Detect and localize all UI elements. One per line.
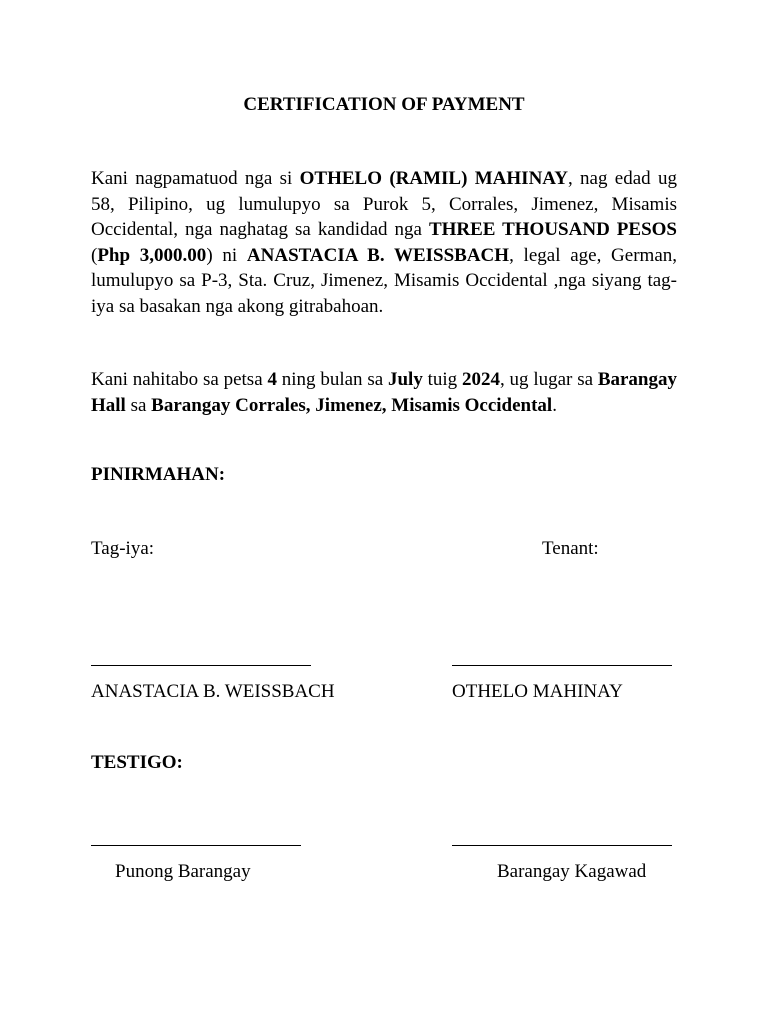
witness2-signature-line [452,845,672,846]
month-value: July [387,369,423,390]
owner-signature-line [91,665,311,666]
amount-figure: Php 3,000.00 [97,244,207,266]
document-title: CERTIFICATION OF PAYMENT [243,94,525,115]
location-value: Barangay Corrales, Jimenez, Misamis Occidental [151,394,553,416]
witness1-signature-line [91,845,301,846]
amount-words: THREE THOUSAND PESOS [428,219,677,241]
year-value: 2024 [462,369,500,390]
paragraph-text: , nag edad ug 58, Pilipino, ug lumulupyo sa Purok 5, Corrales, Jimenez, Misamis Occidental, nga naghatag sa kandidad nga [91,168,677,241]
signed-heading: PINIRMAHAN: [91,464,226,485]
witness-heading: TESTIGO: [91,752,183,773]
paragraph-text: . [552,394,557,416]
owner-label: Tag-iya: [91,538,155,559]
paragraph-text: sa [125,394,152,416]
day-value: 4 [267,369,277,390]
payer-name: OTHELO (RAMIL) MAHINAY [299,168,568,189]
paragraph-text: ( [91,244,98,266]
venue-value: Barangay Hall [91,369,678,416]
tenant-label: Tenant: [542,538,599,559]
paragraph-text: ning bulan sa [276,369,388,390]
owner-name: ANASTACIA B. WEISSBACH [91,681,335,702]
witness2-title: Barangay Kagawad [497,861,647,882]
tenant-name: OTHELO MAHINAY [452,681,623,702]
date-place-paragraph [91,367,677,418]
paragraph-text: tuig [422,369,462,390]
paragraph-text: , legal age, German, lumulupyo sa P-3, Sta. Cruz, Jimenez, Misamis Occidental ,nga siyang tag-iya sa basakan nga akong gitrabahoan. [91,244,678,317]
certification-paragraph [91,166,677,320]
paragraph-text: , ug lugar sa [500,369,598,390]
tenant-signature-line [452,665,672,666]
payee-name: ANASTACIA B. WEISSBACH [246,244,510,266]
witness1-title: Punong Barangay [115,861,251,882]
paragraph-text: ) ni [206,244,247,266]
paragraph-text: Kani nagpamatuod nga si [91,168,300,189]
paragraph-text: Kani nahitabo sa petsa [91,369,268,390]
